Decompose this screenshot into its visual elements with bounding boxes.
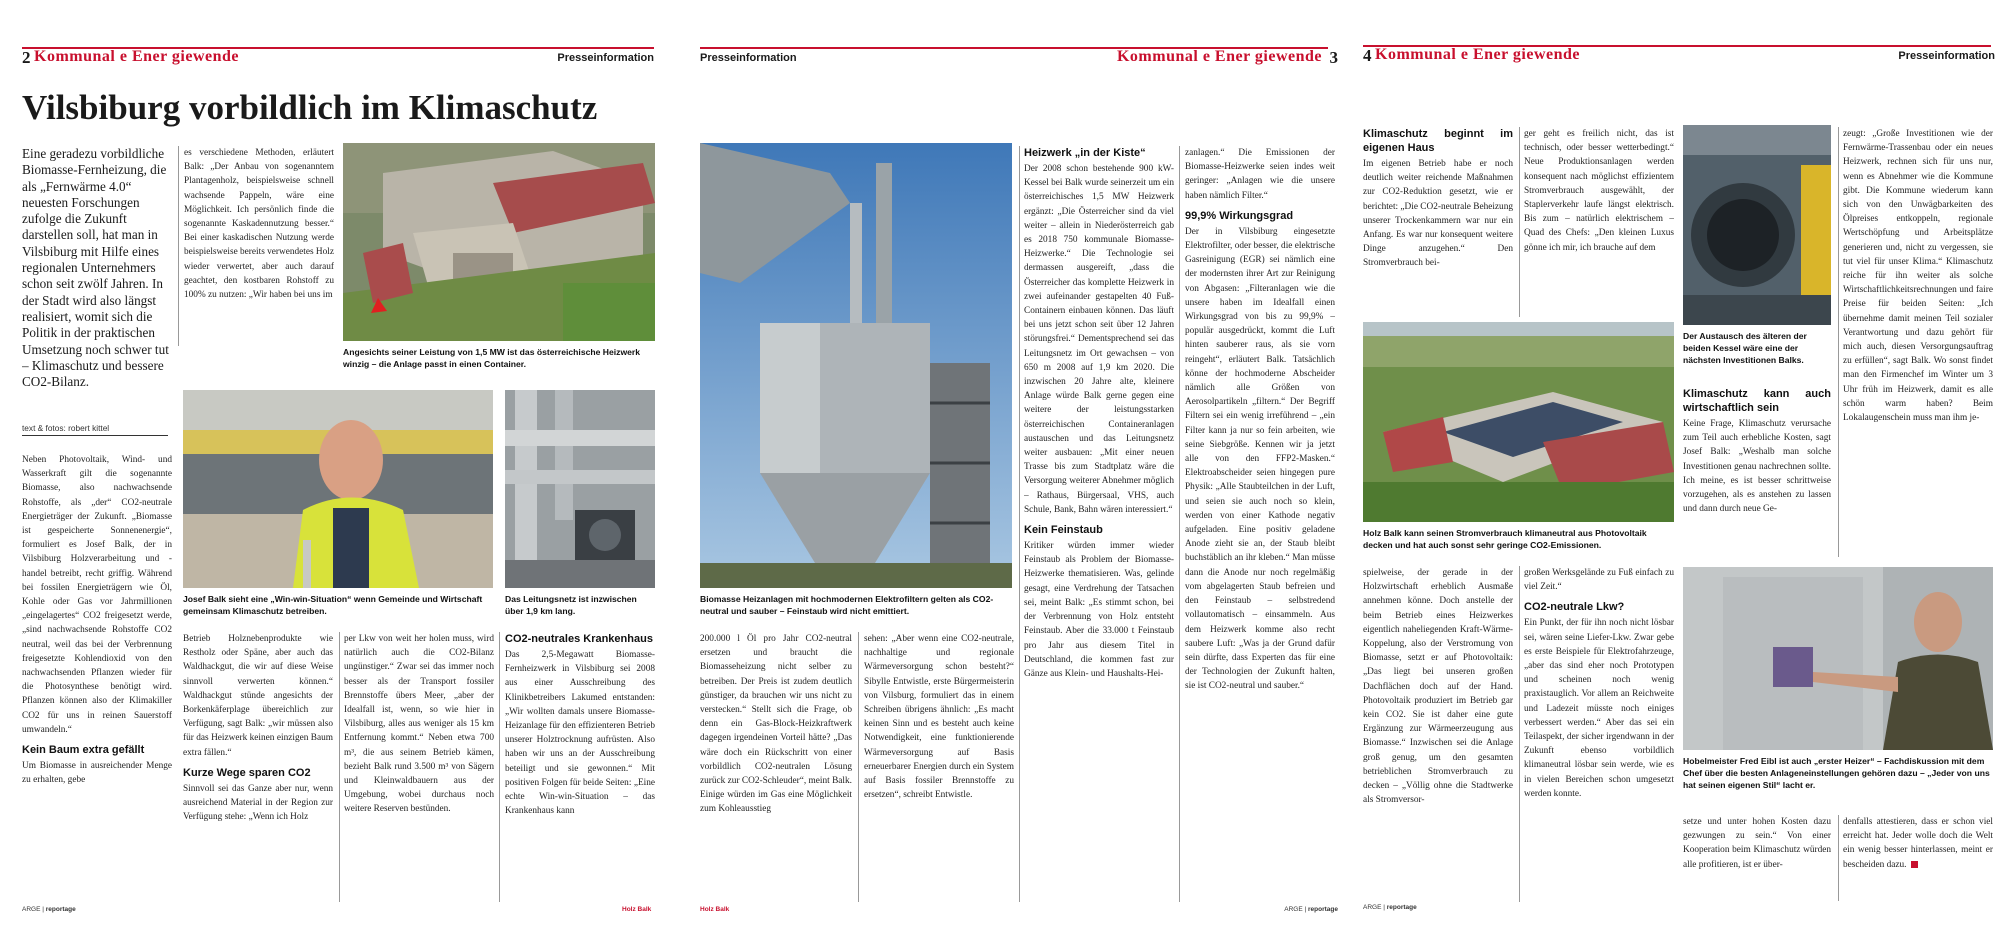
body-text: per Lkw von weit her holen muss, wird natürlich auch die CO2-Bilanz ungünstiger.“ Zwar sei das immer noch besser als der Transport fossiler Brennstoffe übers Meer, „aber der Idealfall ist, wenn, so wie hier in Vilsbiburg, alles aus weniger als 15 km Entfernung kommt.“ Neben etwa 700 m³, die aus seinem Betrieb kämen, bezieht Balk rund 3.500 m³ von Sägern und Kleinwaldbauern aus der Umgebung, wobei durchaus noch weitere Reserven bestünden. — [344, 634, 494, 815]
column-p2-2 — [184, 146, 334, 376]
footer-brand: ARGE — [1363, 904, 1382, 911]
body-text: denfalls attestieren, dass er schon viel erreicht hat. Jeder wolle doch die Welt ein wenig besser hinterlassen, meint er bescheiden dazu. — [1843, 817, 1993, 870]
column-p4-2 — [1524, 127, 1674, 317]
column-divider — [1019, 146, 1020, 902]
footer-section: reportage — [1308, 906, 1338, 913]
footer-brand: ARGE — [1284, 906, 1303, 913]
photo-caption: Angesichts seiner Leistung von 1,5 MW ist das österreichische Heizwerk winzig – die Anlage passt in einen Container. — [343, 347, 641, 369]
body-text: Das 2,5-Megawatt Biomasse-Fernheizwerk in Vilsbiburg sei 2008 aus einer Ausschreibung des Klinikbetreibers Lakumed entstanden: „Wir wollten damals unsere Biomasse-Heizanlage für den effizienteren Betrieb unserer Holztrocknung aufrüsten. Also haben wir uns an der Ausschreibung beteiligt und sie gewonnen.“ Mit positiven Folgen für beide Seiten: „Eine echte Win-win-Situation – das Krankenhaus kann — [505, 650, 655, 817]
photo-pipe-network — [505, 390, 655, 588]
section-title: Kommunal e Ener giewende — [34, 48, 240, 65]
column-p2-4 — [344, 632, 494, 906]
section-title: Kommunal e Ener giewende — [1375, 46, 1581, 63]
photo-caption: Hobelmeister Fred Eibl ist auch „erster Heizer“ – Fachdiskussion mit dem Chef über die besten Anlageneinstellungen gehören dazu – „Jeder von uns hat seinen eigenen Stil“ lacht er. — [1683, 756, 1990, 790]
subheading: CO2-neutrale Lkw? — [1524, 601, 1625, 614]
body-text: setze und unter hohen Kosten dazu gezwungen zu sein.“ Von einer Kooperation beim Klimaschutz würden alle profitieren, ist er über- — [1683, 817, 1831, 870]
photo-caption: Biomasse Heizanlagen mit hochmodernen Elektrofiltern gelten als CO2-neutral und sauber – Feinstaub wird nicht emittiert. — [700, 594, 994, 616]
column-p4-3 — [1363, 566, 1513, 906]
photo-heating-plant-image — [700, 143, 1012, 588]
photo-pipe-network-image — [505, 390, 655, 588]
footer-brand: ARGE — [22, 906, 41, 913]
photo-fred-eibl-image — [1683, 567, 1993, 750]
footer: ARGE | reportage — [1284, 906, 1338, 913]
byline: text & fotos: robert kittel — [22, 423, 168, 436]
column-p2-1 — [22, 453, 172, 906]
body-text: Im eigenen Betrieb habe er noch deutlich weiter reichende Maßnahmen zur CO2-Reduktion gesetzt, wie er berichtet: „Die CO2-neutrale Beheizung unserer Trockenkammern war nur ein Anfang. Es war nur konsequent weitere Dinge anzugehen.“ Den Stromverbrauch bei- — [1363, 159, 1513, 269]
body-text: Kritiker würden immer wieder Feinstaub als Problem der Biomasse-Heizwerke thematisieren. Was, gelinde gesagt, eine Verdrehung der Tatsachen sei, meint Balk: „Es stimmt schon, bei der Verbrennung von Holz entsteht Feinstaub. Aber die 33.000 t Feinstaub pro Jahr aus diesem Titel in Deutschland, die kommen fast zur Gänze aus Klein- und Haushalts-Hei- — [1024, 541, 1174, 679]
column-p2-3 — [183, 632, 333, 906]
photo-caption: Das Leitungsnetz ist inzwischen über 1,9 km lang. — [505, 594, 637, 616]
subheading: Kein Feinstaub — [1024, 524, 1103, 537]
body-text: zeugt: „Große Investitionen wie der Fernwärme-Trassenbau oder ein neues Heizwerk, rechnen sich für uns nur, wenn es Abnehmer wie die Kommune gibt. Die Kommune wiederum kann sich von den Unwägbarkeiten des Ölpreises entkoppeln, regionale Wertschöpfung und Arbeitsplätze generieren und, nicht zu vergessen, sie tut viel für unser Klima.“ Klimaschutz reiche für ihn weiter als solche Wirtschaftlichkeitsrechnungen und faire Preise für beiden Seiten: „Ich übernehme damit meinen Teil sozialer Verantwortung und dazu gehört für mich auch, diesen Versorgungsauftrag zu erfüllen“, sagt Balk. Wo sonst findet man den Firmenchef im Winter um 3 Uhr früh im Heizwerk, damit es alle schön warm haben? Beim Lokalaugenschein muss man ihm je- — [1843, 129, 1993, 424]
subheading: Kurze Wege sparen CO2 — [183, 766, 311, 779]
body-text: spielweise, der gerade in der Holzwirtschaft erheblich Ausmaße annehmen könne. Doch anstelle der beim Betrieb eines Heizwerkes eigentlich naheliegenden Kraft-Wärme-Koppelung, also der Verstromung von Biomasse, setzt er auf Photovoltaik: „Das liegt bei unseren großen Dachflächen doch auf der Hand. Photovoltaik produziert im Betrieb gar kein CO2. Sie ist daher eine gute Ergänzung zur Wärmeerzeugung aus Biomasse.“ Inzwischen sei die Anlage groß genug, um den gesamten betrieblichen Stromverbrauch zu decken – „Völlig ohne die Stadtwerke als Stromversor- — [1363, 568, 1513, 806]
end-mark — [1911, 861, 1918, 868]
body-text: Der in Vilsbiburg eingesetzte Elektrofilter, oder besser, die elektrische Gasreinigung (EGR) sei nämlich eine der modernsten ihrer Art zur Reinigung von Abgasen: „Filteranlagen wie die unsere haben im Idealfall einen Wirkungsgrad von bis zu 99,9% – populär ausgedrückt, kommt die Luft hinten sauberer raus, als sie vorn reingeht“, erläutert Balk. Tatsächlich könne der hochmoderne Abscheider nämlich alle Größen von Aerosolpartikeln „filtern.“ Der Begriff Filtern sei ein wenig irreführend – „ein Filter kann ja nur so fein arbeiten, wie seine Siebgröße. Kennen wir ja jetzt alle von den FFP2-Masken.“ Elektroabscheider seien hingegen pure Physik: „Alle Staubteilchen in der Luft, und seien sie auch noch so klein, werden von einer Kathode negativ aufgeladen. Eine positiv geladene Anode zieht sie an, der Staub bleibt buchstäblich an ihr kleben.“ Man müsse dann die Anode nur noch regelmäßig vom abgelagerten Staub befreien und den Feinstaub – selbstredend vollautomatisch – einsammeln. Aus dem Heizwerk komme also recht saubere Luft: „Was ja der Grund dafür sein dürfte, dass Experten das für eine der Technologien der Zukunft halten, sie ist CO2-neutral und sauber.“ — [1185, 226, 1335, 692]
subheading: 99,9% Wirkungsgrad — [1185, 209, 1294, 222]
body-text: Um Biomasse in ausreichender Menge zu erhalten, gebe — [22, 761, 172, 786]
page-3 — [680, 0, 1340, 939]
article-lead: Eine geradezu vorbildliche Biomasse-Fernheizung, die als „Fernwärme 4.0“ neuesten Forschungen zufolge die Zukunft darstellen soll, hat man in Vilsbiburg mit Hilfe eines regionalen Unternehmers schon seit zwölf Jahren. In der Stadt wird also längst realisiert, womit sich die Politik in der praktischen Umsetzung noch schwer tut – Klimaschutz und bessere CO2-Bilanz. — [22, 146, 169, 390]
footer: ARGE | reportage — [1363, 904, 1417, 911]
photo-caption: Der Austausch des älteren der beiden Kessel wäre eine der nächsten Investitionen Balks. — [1683, 331, 1807, 365]
column-p4-7 — [1683, 815, 1831, 905]
photo-fred-eibl — [1683, 567, 1993, 750]
photo-pv-aerial — [1363, 322, 1674, 522]
subheading: Kein Baum extra gefällt — [22, 744, 145, 757]
header-label: Presseinformation — [1898, 50, 1995, 62]
header-label: Presseinformation — [557, 52, 654, 64]
column-divider — [1179, 146, 1180, 902]
page-2 — [0, 0, 660, 939]
body-text: ger geht es freilich nicht, das ist technisch, oder besser wetterbedingt.“ Neue Produktionsanlagen werden konsequent nach möglichst effizientem Stromverbrauch ausgewählt, der Staplerverkehr laufe längst elektrisch. Bis zum – natürlich elektrischem – Quad des Chefs: „Den kleinen Luxus gönne ich mir, ich brauche auf dem — [1524, 129, 1674, 253]
subheading: Heizwerk „in der Kiste“ — [1024, 147, 1146, 159]
body-text: es verschiedene Methoden, erläutert Balk: „Der Anbau von sogenanntem Plantagenholz, beispielsweise schnell wachsende Pappeln, wäre eine Möglichkeit. Ich persönlich finde die sogenannte Kaskadennutzung besser.“ Bei einer kaskadischen Nutzung werde beispielsweise bereits verwendetes Holz wieder verwertet, aber auch darauf geachtet, den kostbaren Rohstoff zu 100% zu nutzen: „Wir haben bei uns im — [184, 148, 334, 301]
footer-section: reportage — [1386, 904, 1417, 911]
column-divider — [1838, 815, 1839, 901]
body-text: Betrieb Holznebenprodukte wie Restholz oder Späne, aber auch das Waldhackgut, die wir auf diese Weise sinnvoll verwerten können.“ Waldhackgut stünde angesichts der Borkenkäferplage übereichlich zur Verfügung, sagt Balk: „wir müssen also für das Heizwerk keinen einzigen Baum extra fällen.“ — [183, 634, 333, 758]
photo-boiler — [1683, 125, 1831, 325]
subheading: CO2-neutrales Krankenhaus — [505, 633, 653, 645]
column-divider — [339, 632, 340, 902]
body-text: Keine Frage, Klimaschutz verursache zum Teil auch erhebliche Kosten, sagt Josef Balk: „Weshalb man solche Investitionen genau nachrechnen sollte. Ich meine, es ist besser schrittweise vorzugehen, als es anstehen zu lassen und dann durch neue Ge- — [1683, 419, 1831, 515]
body-text: sehen: „Aber wenn eine CO2-neutrale, nachhaltige und regionale Wärmeversorgung schon besteht?“ Sibylle Entwistle, erste Bürgermeisterin von Vilsburg, formuliert das in einem Schreiben übrigens ähnlich: „Es macht keinen Sinn und es besteht auch keine Notwendigkeit, eine funktionierende Wärmeversorgung auf Basis erneuerbarer Energien durch ein System auf Basis fossiler Brennstoffe zu ersetzen“, schreibt Entwistle. — [864, 634, 1014, 801]
column-p4-5 — [1683, 387, 1831, 557]
body-text: Neben Photovoltaik, Wind- und Wasserkraft gilt die sogenannte Biomasse, also nachwachsende Rohstoffe, als „der“ CO2-neutrale Energieträger der Zukunft. „Biomasse ist gespeicherte Sonnenenergie“, formuliert es Josef Balk, der in Vilsbiburg Holzverarbeitung und -handel betreibt, recht griffig. Während bei fossilen Energieträgern wie Öl, Kohle oder Gas vor Jahrmillionen „eingelagertes“ CO2 freigesetzt werde, „sind nachwachsende Rohstoffe CO2 neutral, weil das bei der Verbrennung freigesetzte Kohlendioxid von den nachwachsenden Pflanzen wieder für die Photosynthese benötigt wird. Pflanzen können also der Klimakiller CO2 für uns in reinen Sauerstoff umwandeln.“ — [22, 455, 172, 735]
footer: ARGE | reportage — [22, 906, 76, 913]
photo-boiler-image — [1683, 125, 1831, 325]
photo-pv-aerial-image — [1363, 322, 1674, 522]
column-p3-4 — [1185, 146, 1335, 906]
column-divider — [178, 146, 179, 346]
column-p4-4 — [1524, 566, 1674, 906]
photo-josef-balk — [183, 390, 493, 588]
page-number: 2 — [22, 48, 31, 67]
column-divider — [858, 632, 859, 902]
page-number: 4 — [1363, 46, 1372, 65]
column-divider — [1519, 127, 1520, 317]
body-text: 200.000 l Öl pro Jahr CO2-neutral ersetzen und braucht die Biomasseheizung nicht selber zu betreiben. Der Preis ist zudem deutlich günstiger, da brauchen wir uns nicht zu verstecken.“ Stellt sich die Frage, ob denn ein Gas-Block-Heizkraftwerk dagegen irgendeinen Vorteil hätte? „Das wäre doch ein Rückschritt von einer vorbildlich CO2-neutralen Lösung zurück zur CO2-Schleuder“, meint Balk. Einige würden im Gas eine Möglichkeit zum Kohleausstieg — [700, 634, 852, 815]
subheading: Klimaschutz kann auch wirtschaftlich sein — [1683, 388, 1831, 414]
header-label: Presseinformation — [700, 52, 797, 64]
column-divider — [499, 632, 500, 902]
photo-josef-balk-image — [183, 390, 493, 588]
section-title: Kommunal e Ener giewende — [1116, 48, 1322, 65]
column-divider — [1519, 566, 1520, 902]
body-text: Sinnvoll sei das Ganze aber nur, wenn ausreichend Material in der Region zur Verfügung stehe: „Wenn ich Holz — [183, 783, 333, 823]
column-p2-5 — [505, 632, 655, 906]
photo-plant-aerial-image — [343, 143, 655, 341]
photo-caption: Josef Balk sieht eine „Win-win-Situation“ wenn Gemeinde und Wirtschaft gemeinsam Klimaschutz betreiben. — [183, 594, 483, 616]
subheading: Klimaschutz beginnt im eigenen Haus — [1363, 128, 1513, 154]
page-number: 3 — [1329, 48, 1338, 67]
column-p4-6 — [1843, 127, 1993, 557]
photo-caption: Holz Balk kann seinen Stromverbrauch klimaneutral aus Photovoltaik decken und hat auch sonst sehr geringe CO2-Emissionen. — [1363, 528, 1647, 550]
column-divider — [1838, 127, 1839, 557]
column-p3-1 — [700, 632, 852, 906]
body-text — [1843, 815, 1993, 872]
column-p3-3 — [1024, 146, 1174, 906]
photo-credit: Holz Balk — [700, 906, 730, 913]
body-text: Ein Punkt, der für ihn noch nicht lösbar sei, wären seine Liefer-Lkw. Zwar gebe es erste Beispiele für Elektrofahrzeuge, „aber das sind eher noch Prototypen und scheinen noch wenig praxistauglich. Vor allem an Reichweite und Ladezeit müsste noch einiges verbessert werden.“ Aber das sei ein Teilaspekt, der sicher irgendwann in der Zukunft ebenso vorbildlich klimaneutral lösbar sein werde, wie es in vielen Bereichen schon umgesetzt werden konnte. — [1524, 618, 1674, 799]
body-text: Der 2008 schon bestehende 900 kW-Kessel bei Balk wurde seinerzeit um ein österreichisches 1,5 MW Heizwerk ergänzt: „Die Österreicher sind da viel weiter – allein in Niederösterreich gab es 2018 750 kommunale Biomasse-Heizwerke.“ Die Technologie sei dermassen ausgereift, „dass die Österreicher das komplette Heizwerk in zwei aufeinander gestapelten 40 Fuß-Containern einbauen können. Das läuft bei uns jetzt schon seit über 12 Jahren störungsfrei.“ Dementsprechend sei das Leitungsnetz im Ort gewachsen – von 650 m 2008 auf 1,9 km 2020. Die inzwischen 20 Jahre alte, kleinere Anlage würde Balk gerne gegen eine weitere der leistungsstarken österreichischen Containeranlagen austauschen und das Leitungsnetz weiter ausbauen: „Mit einer neuen Trasse bis zum Stadtplatz wäre die Versorgung weiterer Abnehmer möglich – Rathaus, Bürgersaal, VHS, auch Schule, Bank, Bahn wären interessiert.“ — [1024, 164, 1174, 515]
footer-section: reportage — [45, 906, 76, 913]
photo-credit: Holz Balk — [622, 906, 652, 913]
column-p4-1 — [1363, 127, 1513, 317]
photo-plant-aerial — [343, 143, 655, 341]
body-text: großen Werksgelände zu Fuß einfach zu viel Zeit.“ — [1524, 568, 1674, 593]
article-headline: Vilsbiburg vorbildlich im Klimaschutz — [22, 88, 598, 127]
body-text: zanlagen.“ Die Emissionen der Biomasse-Heizwerke seien indes weit geringer: „Anlagen wie die unsere haben nämlich Filter.“ — [1185, 148, 1335, 201]
photo-heating-plant — [700, 143, 1012, 588]
column-p3-2 — [864, 632, 1014, 906]
page-4 — [1360, 0, 2000, 939]
column-p4-8 — [1843, 815, 1993, 905]
